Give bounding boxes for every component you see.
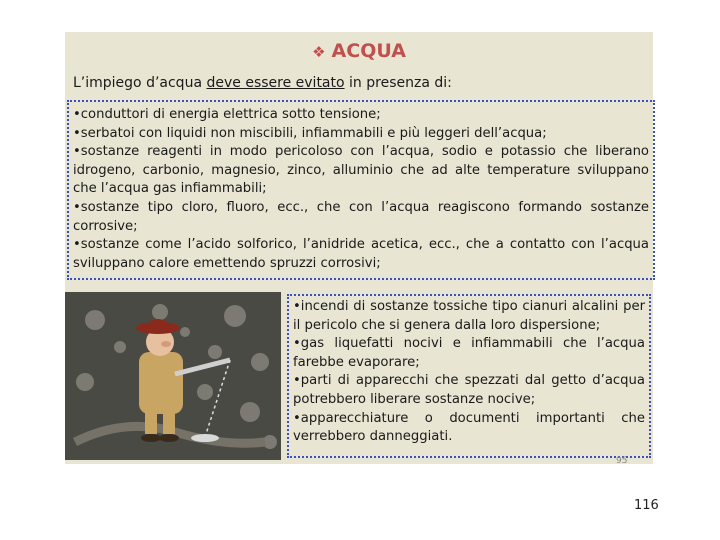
list-item: •parti di apparecchi che spezzati dal getto d’acqua potrebbero liberare sostanze nocive; — [293, 373, 645, 407]
diamond-bullet-icon: ❖ — [312, 43, 326, 61]
firefighter-cartoon-illustration — [65, 292, 281, 460]
list-item: •sostanze tipo cloro, fluoro, ecc., che con l’acqua reagiscono formando sostanze corrosive; — [73, 199, 649, 234]
page-number: 116 — [634, 498, 659, 513]
list-item: •sostanze come l’acido solforico, l’anidride acetica, ecc., che a contatto con l’acqua sviluppano calore emettendo spruzzi corrosivi; — [73, 237, 649, 271]
list-item: •incendi di sostanze tossiche tipo cianuri alcalini per il pericolo che si genera dalla loro dispersione; — [293, 299, 645, 333]
slide-title-text: ACQUA — [331, 40, 406, 62]
firefighter-cartoon-image — [65, 292, 281, 460]
slide-title — [65, 40, 653, 62]
intro-text — [73, 75, 452, 91]
restrictions-box — [67, 100, 655, 280]
intro-after: in presenza di: — [344, 75, 452, 91]
list-item: •apparecchiature o documenti importanti che verrebbero danneggiati. — [293, 410, 645, 445]
list-item: •gas liquefatti nocivi e infiammabili che l’acqua farebbe evaporare; — [293, 336, 645, 370]
exclusions-box — [287, 294, 651, 458]
slide-number: 95 — [616, 456, 628, 466]
list-item: •serbatoi con liquidi non miscibili, infiammabili e più leggeri dell’acqua; — [73, 125, 547, 141]
intro-before: L’impiego d’acqua — [73, 75, 207, 91]
slide-image — [65, 32, 653, 464]
list-item: •sostanze reagenti in modo pericoloso con l’acqua, sodio e potassio che liberano idrogeno, carbonio, magnesio, zinco, alluminio che ad alte temperature sviluppano che l’acqua gas infiammabili; — [73, 144, 649, 197]
intro-underlined: deve essere evitato — [206, 75, 345, 91]
list-item: •conduttori di energia elettrica sotto tensione; — [73, 107, 381, 122]
